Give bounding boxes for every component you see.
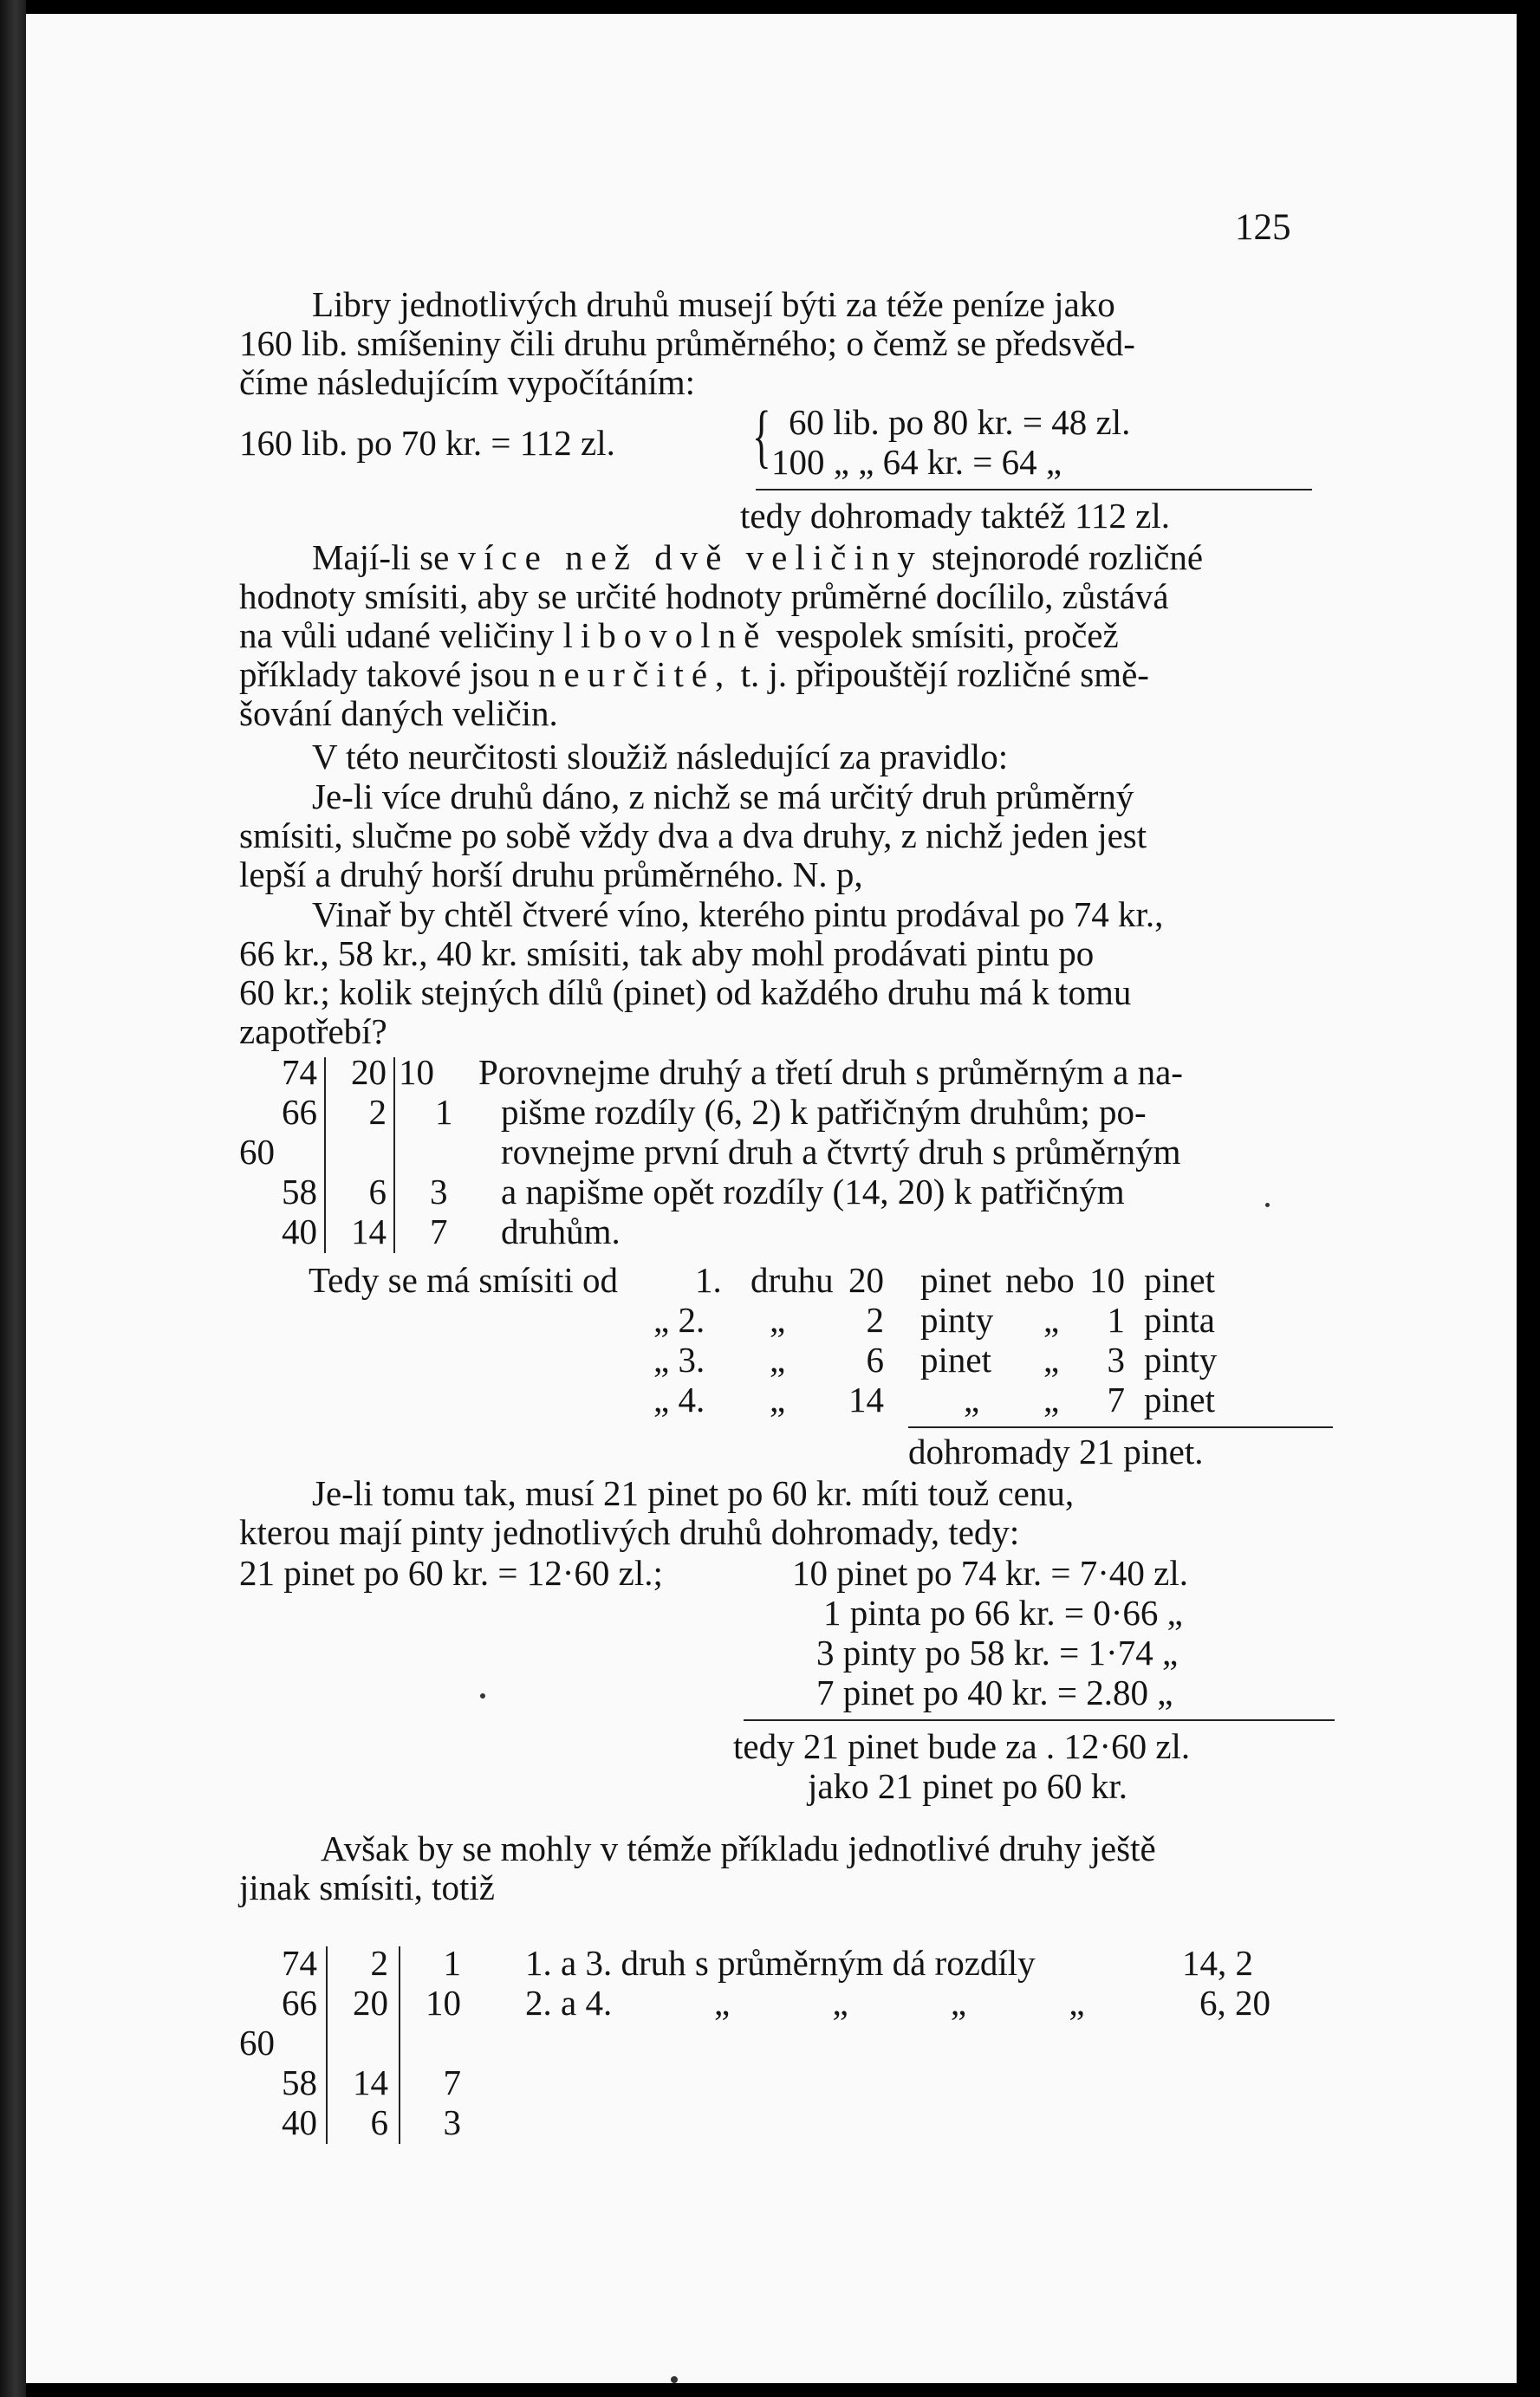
text-line: šování daných veličin.	[239, 693, 558, 733]
mix-cell: 7	[1107, 1380, 1125, 1419]
table-cell: 40	[282, 2102, 317, 2142]
text-line: 160 lib. smíšeniny čili druhu průměrného; o čemž se předsvěd-	[239, 323, 1135, 363]
text-line: Libry jednotlivých druhů musejí býti za téže peníze jako	[312, 284, 1115, 324]
table-note: 14, 2	[1182, 1943, 1253, 1983]
table-divider	[399, 1946, 400, 2144]
mix-cell: „	[770, 1380, 786, 1419]
calc-total: tedy 21 pinet bude za . 12·60 zl.	[733, 1726, 1191, 1766]
mix-cell: „	[770, 1340, 786, 1380]
table-cell: 1	[435, 1092, 453, 1132]
text-line: jinak smísiti, totiž	[239, 1868, 495, 1907]
emphasis-text: více než dvě veličiny	[458, 537, 923, 577]
calc-left: 160 lib. po 70 kr. = 112 zl.	[239, 423, 615, 463]
table-cell: 60	[239, 2023, 275, 2062]
table-cell: 10	[426, 1983, 461, 2023]
mix-cell: pinta	[1144, 1300, 1215, 1340]
table-note: 6, 20	[1199, 1983, 1270, 2023]
table-cell: 74	[282, 1052, 317, 1092]
text-run: vespolek smísiti, pročež	[776, 615, 1119, 655]
mix-intro: Tedy se má smísiti od	[309, 1260, 618, 1300]
text-line: smísiti, slučme po sobě vždy dva a dva druhy, z nichž jeden jest	[239, 815, 1147, 855]
table-cell: 58	[282, 2062, 317, 2102]
calc-row: 10 pinet po 74 kr. = 7·40 zl.	[792, 1553, 1188, 1593]
table-cell: 14	[351, 1211, 387, 1251]
mix-cell: druhu	[751, 1260, 834, 1300]
mix-cell: „	[1043, 1380, 1060, 1419]
table-divider	[326, 1946, 328, 2144]
table-note: 2. a 4.	[525, 1983, 613, 2023]
text-line: zapotřebí?	[239, 1011, 387, 1051]
sum-rule	[744, 1719, 1335, 1721]
text-line: číme následujícím vypočítáním:	[239, 362, 696, 402]
text-line: hodnoty smísiti, aby se určité hodnoty průměrné docílilo, zůstává	[239, 576, 1169, 616]
table-cell: 20	[351, 1052, 387, 1092]
mix-cell: nebo	[1005, 1260, 1075, 1300]
mix-cell: „ 2.	[653, 1300, 705, 1340]
table-cell: 2	[368, 1092, 387, 1132]
text-run: stejnorodé rozličné	[931, 537, 1204, 577]
mix-cell: „	[1043, 1300, 1060, 1340]
mix-cell: 1	[1107, 1300, 1125, 1340]
mix-cell: 6	[866, 1340, 884, 1380]
mix-cell: 20	[848, 1260, 884, 1300]
table-note: a napišme opět rozdíly (14, 20) k patřičným	[501, 1172, 1125, 1211]
calc-row: 3 pinty po 58 kr. = 1·74 „	[816, 1633, 1179, 1673]
mix-cell: „ 4.	[653, 1380, 705, 1419]
mix-cell: 10	[1089, 1260, 1125, 1300]
calc-total: tedy dohromady taktéž 112 zl.	[740, 496, 1171, 536]
table-cell: 6	[370, 2102, 388, 2142]
print-speck	[1265, 1203, 1270, 1207]
table-note: pišme rozdíly (6, 2) k patřičným druhům; po-	[501, 1092, 1147, 1132]
table-cell: 40	[282, 1211, 317, 1251]
mix-cell: 1.	[695, 1260, 722, 1300]
mix-total: dohromady 21 pinet.	[908, 1432, 1204, 1471]
text-run: příklady takové jsou	[239, 654, 530, 694]
text-run: t. j. připouštějí rozličné smě-	[740, 654, 1149, 694]
mix-cell: pinet	[1144, 1260, 1215, 1300]
table-cell: 10	[399, 1052, 434, 1092]
calc-row: 1 pinta po 66 kr. = 0·66 „	[823, 1593, 1183, 1633]
text-line: lepší a druhý horší druhu průměrného. N. p,	[239, 854, 863, 894]
table-note: 1. a 3. druh s průměrným dá rozdíly	[525, 1943, 1036, 1983]
sum-rule	[908, 1426, 1333, 1428]
mix-cell: pinty	[1144, 1340, 1218, 1380]
sum-rule	[756, 489, 1312, 490]
mix-cell: 2	[866, 1300, 884, 1340]
table-note: druhům.	[501, 1211, 621, 1251]
table-divider	[324, 1057, 326, 1253]
text-line: V této neurčitosti sloužiž následující za pravidlo:	[312, 737, 1009, 776]
table-cell: 3	[430, 1172, 448, 1211]
book-spine-edge	[0, 0, 26, 2397]
table-cell: 6	[368, 1172, 387, 1211]
table-cell: 3	[443, 2102, 461, 2142]
mix-cell: pinet	[1144, 1380, 1215, 1419]
table-cell: 2	[370, 1943, 388, 1983]
text-line: Je-li více druhů dáno, z nichž se má určitý druh průměrný	[312, 776, 1134, 816]
emphasis-text: neurčité,	[538, 654, 732, 694]
mix-cell: pinet	[920, 1260, 991, 1300]
text-line: kterou mají pinty jednotlivých druhů dohromady, tedy:	[239, 1512, 1020, 1552]
text-line: Vinař by chtěl čtveré víno, kterého pintu prodával po 74 kr.,	[312, 894, 1164, 934]
print-speck	[671, 2376, 678, 2383]
mix-cell: „	[770, 1300, 786, 1340]
table-cell: 66	[282, 1983, 317, 2023]
text-line: 60 kr.; kolik stejných dílů (pinet) od každého druhu má k tomu	[239, 972, 1132, 1012]
text-run: na vůli udané veličiny	[239, 615, 555, 655]
mix-cell: „	[1043, 1340, 1060, 1380]
mix-cell: 3	[1107, 1340, 1125, 1380]
page-number: 125	[1235, 207, 1291, 248]
text-line	[239, 615, 1119, 655]
mix-cell: „	[964, 1380, 980, 1419]
text-line: 66 kr., 58 kr., 40 kr. smísiti, tak aby mohl prodávati pintu po	[239, 933, 1095, 973]
table-cell: 14	[353, 2062, 388, 2102]
table-cell: 74	[282, 1943, 317, 1983]
table-cell: 7	[443, 2062, 461, 2102]
ditto-marks: „ „ „ „	[714, 1983, 1085, 2023]
table-cell: 60	[239, 1132, 275, 1172]
mix-cell: 14	[848, 1380, 884, 1419]
table-cell: 1	[443, 1943, 461, 1983]
print-speck	[480, 1693, 485, 1699]
mix-cell: pinty	[920, 1300, 994, 1340]
table-cell: 20	[353, 1983, 388, 2023]
calc-row: 60 lib. po 80 kr. = 48 zl.	[789, 402, 1131, 442]
text-line: Je-li tomu tak, musí 21 pinet po 60 kr. míti touž cenu,	[312, 1473, 1075, 1513]
calc-left: 21 pinet po 60 kr. = 12·60 zl.;	[239, 1553, 663, 1593]
table-divider	[393, 1057, 395, 1253]
text-line	[239, 654, 1149, 694]
mix-cell: „ 3.	[653, 1340, 705, 1380]
brace-icon: {	[752, 396, 771, 475]
table-note: Porovnejme druhý a třetí druh s průměrným a na-	[478, 1052, 1183, 1092]
book-page	[26, 14, 1517, 2383]
table-cell: 66	[282, 1092, 317, 1132]
text-line	[312, 537, 1203, 577]
calc-row: 100 „ „ 64 kr. = 64 „	[771, 442, 1062, 482]
table-cell: 58	[282, 1172, 317, 1211]
table-note: rovnejme první druh a čtvrtý druh s průměrným	[501, 1132, 1181, 1172]
table-cell: 7	[430, 1211, 448, 1251]
text-line: Avšak by se mohly v témže příkladu jednotlivé druhy ještě	[321, 1829, 1156, 1868]
calc-total: jako 21 pinet po 60 kr.	[808, 1766, 1127, 1806]
calc-row: 7 pinet po 40 kr. = 2.80 „	[816, 1673, 1173, 1712]
text-run: Mají-li se	[312, 537, 450, 577]
emphasis-text: libovolně	[562, 615, 768, 655]
mix-cell: pinet	[920, 1340, 991, 1380]
